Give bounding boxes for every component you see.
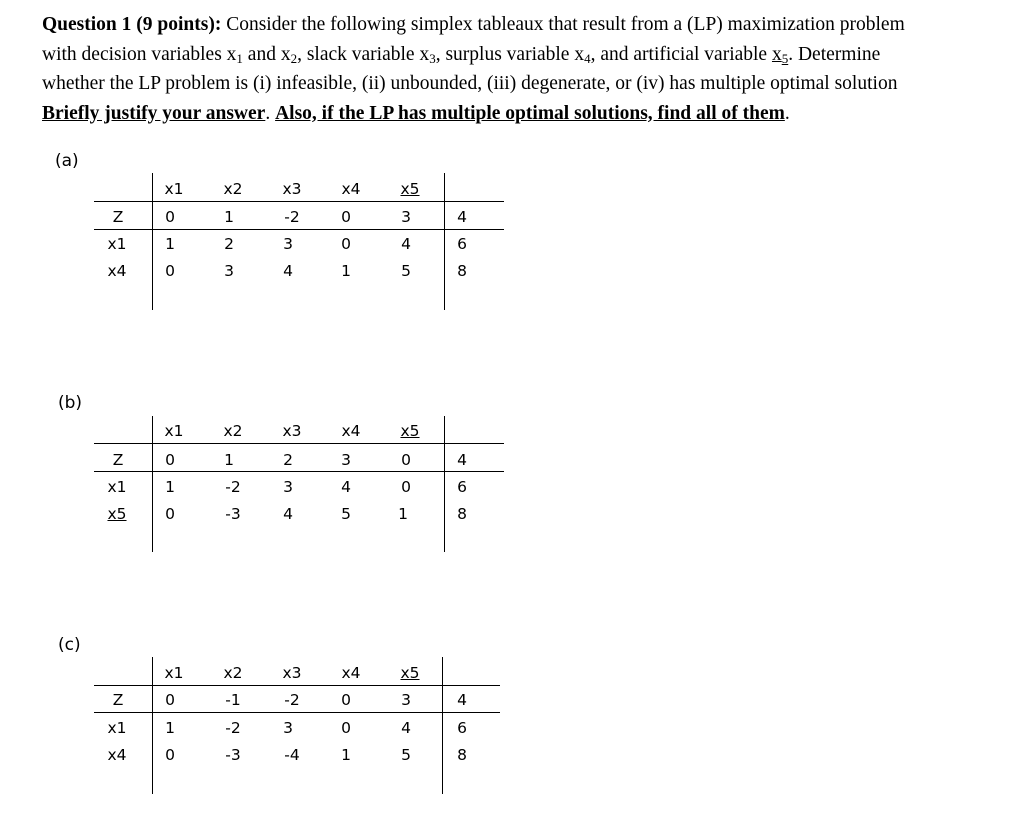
rhs-cell: 8 xyxy=(457,262,467,280)
table-cell: 0 xyxy=(165,208,175,226)
table-cell: -2 xyxy=(284,691,300,709)
rhs-cell: 4 xyxy=(457,208,467,226)
rhs-cell: 6 xyxy=(457,719,467,737)
header-rule xyxy=(94,685,500,686)
header-x4: x4 xyxy=(341,664,361,682)
basis-x1: x1 xyxy=(107,478,127,496)
table-cell: 0 xyxy=(341,719,351,737)
table-cell: 4 xyxy=(283,262,293,280)
justify-instruction: Briefly justify your answer xyxy=(42,102,266,124)
rhs-cell: 4 xyxy=(457,451,467,469)
table-cell: 3 xyxy=(401,208,411,226)
rhs-divider xyxy=(444,416,445,552)
table-cell: 1 xyxy=(341,262,351,280)
table-cell: 0 xyxy=(165,691,175,709)
table-cell: -2 xyxy=(284,208,300,226)
table-cell: 0 xyxy=(165,505,175,523)
table-cell: -4 xyxy=(284,746,300,764)
header-x3: x3 xyxy=(282,180,302,198)
basis-z: Z xyxy=(112,208,124,226)
table-cell: 0 xyxy=(341,235,351,253)
table-cell: 0 xyxy=(341,208,351,226)
q-l2-b: and x xyxy=(242,43,291,65)
table-cell: 3 xyxy=(283,719,293,737)
header-x1: x1 xyxy=(164,422,184,440)
question-line-2 xyxy=(42,40,1024,70)
basis-divider xyxy=(152,657,153,794)
q-l2-g: . Determine xyxy=(788,43,881,65)
table-cell: 1 xyxy=(224,451,234,469)
basis-x1: x1 xyxy=(107,235,127,253)
q-l2-a: with decision variables x xyxy=(42,43,237,65)
q-l4-d: . xyxy=(784,102,790,124)
rhs-divider xyxy=(442,657,443,794)
header-x4: x4 xyxy=(341,180,361,198)
header-x2: x2 xyxy=(223,180,243,198)
question-line-1-text: Consider the following simplex tableaux that result from a (LP) maximization problem xyxy=(221,14,905,35)
part-label-c: (c) xyxy=(58,635,81,655)
header-x1: x1 xyxy=(164,180,184,198)
table-cell: -2 xyxy=(225,719,241,737)
table-cell: 2 xyxy=(224,235,234,253)
table-cell: 4 xyxy=(401,235,411,253)
header-x4: x4 xyxy=(341,422,361,440)
header-x1: x1 xyxy=(164,664,184,682)
question-line-3: whether the LP problem is (i) infeasible, (ii) unbounded, (iii) degenerate, or (iv) has multiple optimal solution xyxy=(42,73,898,94)
q-l2-f: x xyxy=(771,43,782,65)
q-sub-1: 1 xyxy=(236,50,243,66)
table-cell: 1 xyxy=(398,505,408,523)
table-cell: 0 xyxy=(401,451,411,469)
basis-x5: x5 xyxy=(107,505,127,523)
basis-x4: x4 xyxy=(107,746,127,764)
table-cell: 0 xyxy=(165,746,175,764)
header-x5: x5 xyxy=(400,664,420,682)
q-l2-e: , and artificial variable xyxy=(590,43,772,65)
table-cell: 3 xyxy=(401,691,411,709)
table-cell: 5 xyxy=(341,505,351,523)
multiple-solutions-instruction: Also, if the LP has multiple optimal solutions, find all of them xyxy=(275,102,785,124)
objective-rule xyxy=(94,471,504,472)
part-label-b: (b) xyxy=(58,393,83,413)
objective-rule xyxy=(94,229,504,230)
q-l4-b: . xyxy=(265,102,276,124)
table-cell: 5 xyxy=(401,262,411,280)
table-cell: 0 xyxy=(165,451,175,469)
table-cell: 4 xyxy=(341,478,351,496)
table-cell: -2 xyxy=(225,478,241,496)
table-cell: 0 xyxy=(341,691,351,709)
basis-z: Z xyxy=(112,691,124,709)
header-x3: x3 xyxy=(282,422,302,440)
table-cell: 4 xyxy=(401,719,411,737)
rhs-cell: 8 xyxy=(457,505,467,523)
q-l2-c: , slack variable x xyxy=(297,43,430,65)
q-sub-3: 3 xyxy=(429,50,436,66)
basis-z: Z xyxy=(112,451,124,469)
header-rule xyxy=(94,443,504,444)
table-cell: 4 xyxy=(283,505,293,523)
basis-divider xyxy=(152,173,153,310)
q-sub-2: 2 xyxy=(290,50,298,66)
q-sub-5: 5 xyxy=(781,50,789,66)
table-cell: 1 xyxy=(165,235,175,253)
rhs-cell: 8 xyxy=(457,746,467,764)
basis-x1: x1 xyxy=(107,719,127,737)
table-cell: 1 xyxy=(341,746,351,764)
header-x5: x5 xyxy=(400,422,420,440)
question-line-4 xyxy=(42,99,1024,129)
header-x2: x2 xyxy=(223,664,243,682)
table-cell: -3 xyxy=(225,746,241,764)
table-cell: 2 xyxy=(283,451,293,469)
header-rule xyxy=(94,201,504,202)
basis-x4: x4 xyxy=(107,262,127,280)
q-sub-4: 4 xyxy=(584,50,591,66)
table-cell: 3 xyxy=(224,262,234,280)
table-cell: 1 xyxy=(165,719,175,737)
rhs-cell: 6 xyxy=(457,235,467,253)
rhs-divider xyxy=(444,173,445,310)
table-cell: 3 xyxy=(283,235,293,253)
table-cell: -1 xyxy=(225,691,241,709)
objective-rule xyxy=(94,712,500,713)
part-label-a: (a) xyxy=(55,151,79,171)
table-cell: 0 xyxy=(401,478,411,496)
question-title: Question 1 (9 points): xyxy=(42,14,222,35)
header-x5: x5 xyxy=(400,180,420,198)
table-cell: 5 xyxy=(401,746,411,764)
rhs-cell: 4 xyxy=(457,691,467,709)
q-l2-d: , surplus variable x xyxy=(435,43,585,65)
table-cell: -3 xyxy=(225,505,241,523)
rhs-cell: 6 xyxy=(457,478,467,496)
table-cell: 1 xyxy=(224,208,234,226)
question-line-1 xyxy=(42,10,1024,40)
header-x3: x3 xyxy=(282,664,302,682)
header-x2: x2 xyxy=(223,422,243,440)
basis-divider xyxy=(152,416,153,552)
table-cell: 1 xyxy=(165,478,175,496)
table-cell: 0 xyxy=(165,262,175,280)
table-cell: 3 xyxy=(283,478,293,496)
table-cell: 3 xyxy=(341,451,351,469)
question-text xyxy=(42,10,1024,128)
